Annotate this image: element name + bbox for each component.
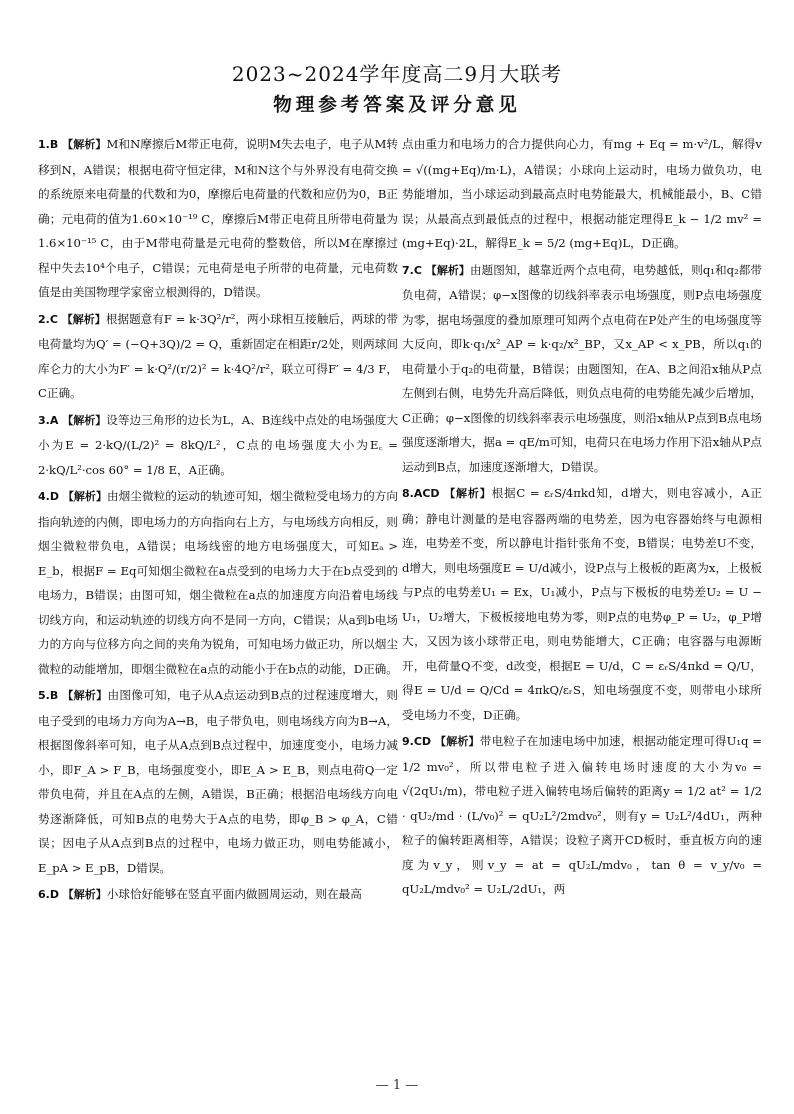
answer-item-5: [38, 683, 398, 880]
answer-text: 由题图知，越靠近两个点电荷，电势越低，则q₁和q₂都带负电荷，A错误；φ−x图像的切线斜率表示电场强度，则P点电场强度为零，据电场强度的叠加原理可知两个点电荷在P处产生的电场强度等大反向，即k·q₁/x²_AP = k·q₂/x²_BP，又x_AP < x_PB，所以q₁的电荷量小于q₂的电荷量，B错误；由题图知，在A、B之间沿x轴从P点左侧到右侧，电势先升高后降低，则负点电荷的电势能先减少后增加，C正确；φ−x图像的切线斜率表示电场强度，则沿x轴从P点到B点电场强度逐渐增大，据a = qE/m可知，电荷只在电场力作用下沿x轴从P点运动到B点，加速度逐渐增大，D错误。: [402, 262, 762, 474]
answer-tag: 7.C 【解析】: [402, 263, 470, 277]
answer-item-9: [402, 729, 762, 902]
answer-item-6-continued: [402, 132, 762, 256]
page-number: — 1 —: [375, 1078, 419, 1093]
answer-text: 小球恰好能够在竖直平面内做圆周运动，则在最高: [106, 887, 362, 901]
answer-text: 由图像可知，电子从A点运动到B点的过程速度增大，则电子受到的电场力方向为A→B，电子带负电，则电场线方向为B→A，根据图像斜率可知，电子从A点到B点过程中，加速度变小，电场力减小，即F_A > F_B，电场强度变小，即E_A > E_B，则点电荷Q一定带负电荷，并且在A点的左侧，A错误，B正确；根据沿电场线方向电势逐渐降低，可知B点的电势大于A点的电势，即φ_B > φ_A，C错误；因电子从A点到B点的过程中，电场力做正功，则电势能减小，E_pA > E_pB，D错误。: [38, 688, 398, 875]
left-column: [38, 132, 398, 910]
page-subtitle: 物理参考答案及评分意见: [273, 95, 521, 116]
answer-tag: 6.D 【解析】: [38, 888, 107, 901]
answer-tag: 1.B 【解析】: [38, 138, 107, 151]
answer-tag: 2.C 【解析】: [38, 312, 106, 326]
answer-item-2: [38, 307, 398, 406]
answer-item-4: [38, 484, 398, 681]
answer-item-3: [38, 408, 398, 483]
answer-item-7: [402, 258, 762, 480]
right-column: [402, 132, 762, 904]
answer-text: 根据题意有F = k·3Q²/r²，两小球相互接触后，两球的带电荷量均为Q′ = (−Q+3Q)/2 = Q，重新固定在相距r/2处，则两球间库仑力的大小为F′ = k·Q²/(r/2)² = k·4Q²/r²，联立可得F′ = 4/3 F，C正确。: [38, 311, 398, 400]
answer-tag: 5.B 【解析】: [38, 689, 108, 702]
answer-item-8: [402, 481, 762, 727]
answer-tag: 4.D 【解析】: [38, 490, 108, 503]
answer-item-6: [38, 882, 398, 908]
answer-text: 根据C = εᵣS/4πkd知，d增大，则电容减小，A正确；静电计测量的是电容器两端的电势差，因为电容器始终与电源相连，电势差不变，所以静电计指针张角不变，B错误；电势差U不变，d增大，则电场强度E = U/d减小，设P点与上极板的距离为x，上极板与P点的电势差U₁ = Ex，U₁减小，P点与下极板的电势差U₂ = U − U₁，U₂增大，下极板接地电势为零，则P点的电势φ_P = U₂，φ_P增大，又因为该小球带正电，则电势能增大，C正确；电容器与电源断开，电荷量Q不变，d改变，根据E = U/d，C = εᵣS/4πkd = Q/U，得E = U/d = Q/Cd = 4πkQ/εᵣS，知电场强度不变，则带电小球所受电场力不变，D正确。: [402, 486, 762, 722]
answer-tag: 3.A 【解析】: [38, 413, 107, 427]
answer-tag: 8.ACD 【解析】: [402, 487, 492, 500]
answer-text: 点由重力和电场力的合力提供向心力，有mg + Eq = m·v²/L，解得v = √((mg+Eq)/m·L)，A错误；小球向上运动时，电场力做负功，电势能增加，当小球运动到最高点时电势能最大，机械能最小，B、C错误；从最高点到最低点的过程中，根据动能定理得E_k − 1/2 mv² = (mg+Eq)·2L，解得E_k = 5/2 (mg+Eq)L，D正确。: [402, 137, 762, 250]
page-title: 2023~2024学年度高二9月大联考: [231, 62, 563, 86]
answer-text: 带电粒子在加速电场中加速，根据动能定理可得U₁q = 1/2 mv₀²，所以带电粒子进入偏转电场时速度的大小为v₀ = √(2qU₁/m)，带电粒子进入偏转电场后偏转的距离y = 1/2 at² = 1/2 · qU₂/md · (L/v₀)² = qU₂L²/2mdv₀²，则有y = U₂L²/4dU₁，两种粒子的偏转距离相等，A错误；设粒子离开CD板时，垂直板方向的速度为v_y，则v_y = at = qU₂L/mdv₀，tan θ = v_y/v₀ = qU₂L/mdv₀² = U₂L/2dU₁，两: [402, 734, 762, 896]
answer-text: 由烟尘微粒的运动的轨迹可知，烟尘微粒受电场力的方向指向轨迹的内侧，即电场力的方向指向右上方，与电场线方向相反，则烟尘微粒带负电，A错误；电场线密的地方电场强度大，可知Eₐ > E_b，根据F = Eq可知烟尘微粒在a点受到的电场力大于在b点受到的电场力，B错误；由图可知，烟尘微粒在a点的加速度方向沿着电场线切线方向，和运动轨迹的切线方向不是同一方向，C错误；从a到b电场力的方向与位移方向之间的夹角为锐角，可知电场力做正功，所以烟尘微粒的动能增加，即烟尘微粒在a点的动能小于在b点的动能，D正确。: [38, 489, 398, 676]
answer-item-1: [38, 132, 398, 305]
answer-tag: 9.CD 【解析】: [402, 735, 480, 748]
answer-text: M和N摩擦后M带正电荷，说明M失去电子，电子从M转移到N，A错误；根据电荷守恒定律，M和N这个与外界没有电荷交换的系统原来电荷量的代数和为0，摩擦后电荷量的代数和应仍为0，B正确；元电荷的值为1.60×10⁻¹⁹ C，摩擦后M带正电荷且所带电荷量为1.6×10⁻¹⁵ C，由于M带电荷量是元电荷的整数倍，所以M在摩擦过程中失去10⁴个电子，C错误；元电荷是电子所带的电荷量，元电荷数值是由美国物理学家密立根测得的，D错误。: [38, 137, 398, 299]
answer-text: 设等边三角形的边长为L，A、B连线中点处的电场强度大小为E = 2·kQ/(L/2)² = 8kQ/L²，C点的电场强度大小为E꜀ = 2·kQ/L²·cos 60° = 1/8 E，A正确。: [38, 412, 398, 477]
